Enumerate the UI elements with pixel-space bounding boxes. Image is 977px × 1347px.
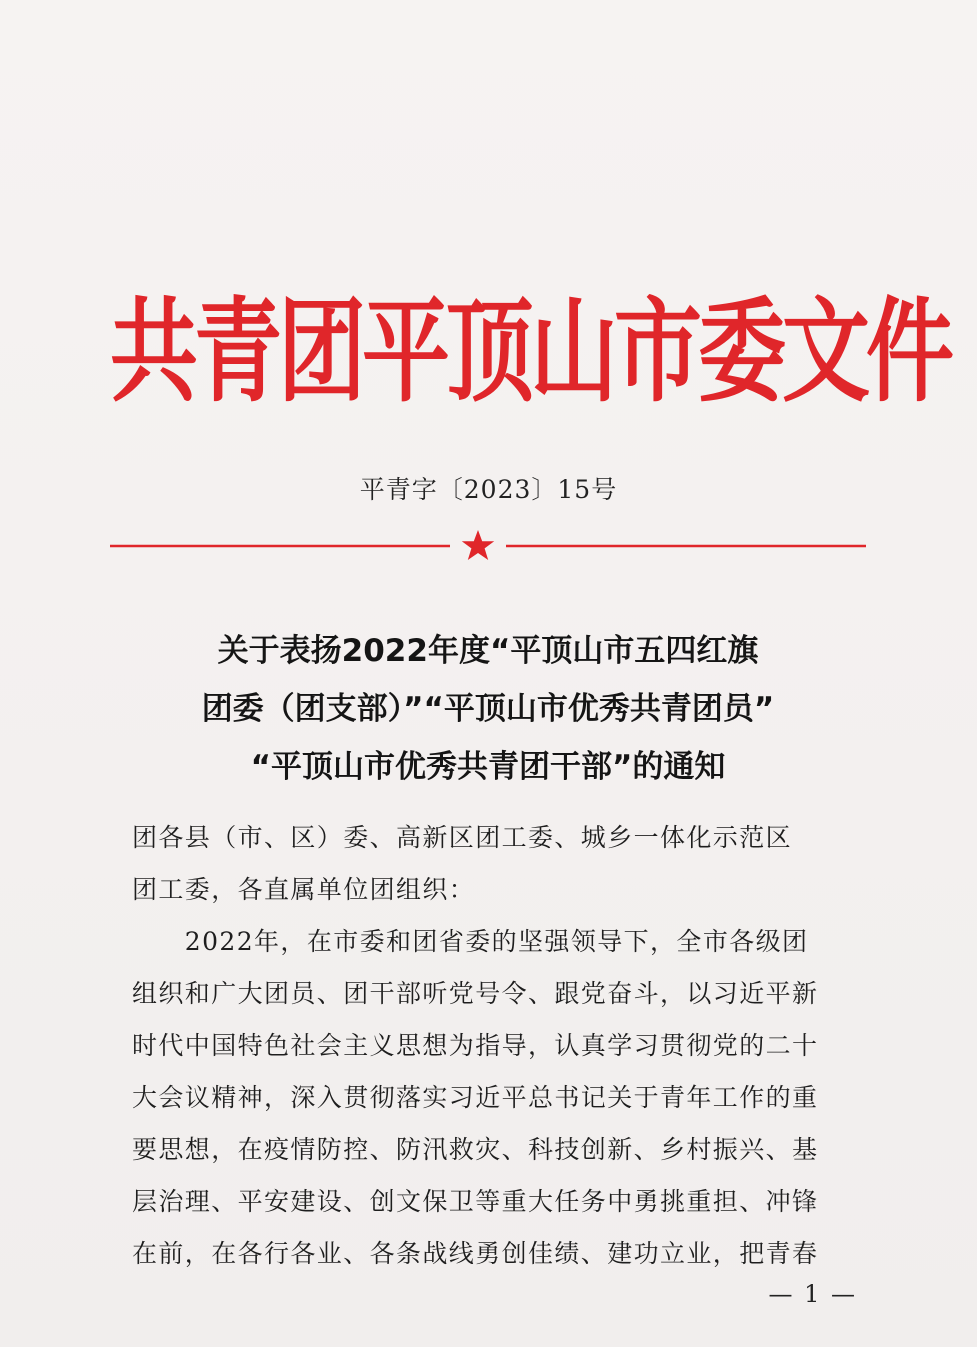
salutation-line: 团各县（市、区）委、高新区团工委、城乡一体化示范区 <box>132 823 793 852</box>
red-divider <box>110 526 866 566</box>
paragraph-line: 在前，在各行各业、各条战线勇创佳绩、建功立业，把青春 <box>132 1239 819 1268</box>
notice-title <box>110 622 866 796</box>
paragraph-line: 组织和广大团员、团干部听党号令、跟党奋斗，以习近平新 <box>132 979 819 1008</box>
body-paragraph <box>132 916 864 1280</box>
paragraph-line: 层治理、平安建设、创文保卫等重大任务中勇挑重担、冲锋 <box>132 1187 819 1216</box>
salutation-line: 团工委，各直属单位团组织： <box>132 875 476 904</box>
title-line: “平顶山市优秀共青团干部”的通知 <box>250 749 726 785</box>
paragraph-line: 时代中国特色社会主义思想为指导，认真学习贯彻党的二十 <box>132 1031 819 1060</box>
page-number: — 1 — <box>768 1280 857 1308</box>
title-line: 团委（团支部）”“平顶山市优秀共青团员” <box>201 691 775 727</box>
red-star-icon <box>462 530 494 560</box>
title-line: 关于表扬2022年度“平顶山市五四红旗 <box>217 633 759 669</box>
document-number: 平青字〔2023〕15号 <box>359 475 618 504</box>
paragraph-line: 2022年，在市委和团省委的坚强领导下，全市各级团 <box>132 927 809 956</box>
paragraph-line: 要思想，在疫情防控、防汛救灾、科技创新、乡村振兴、基 <box>132 1135 819 1164</box>
paragraph-line: 大会议精神，深入贯彻落实习近平总书记关于青年工作的重 <box>132 1083 819 1112</box>
salutation <box>132 812 864 916</box>
masthead-title: 共青团平顶山市委文件 <box>110 285 951 418</box>
